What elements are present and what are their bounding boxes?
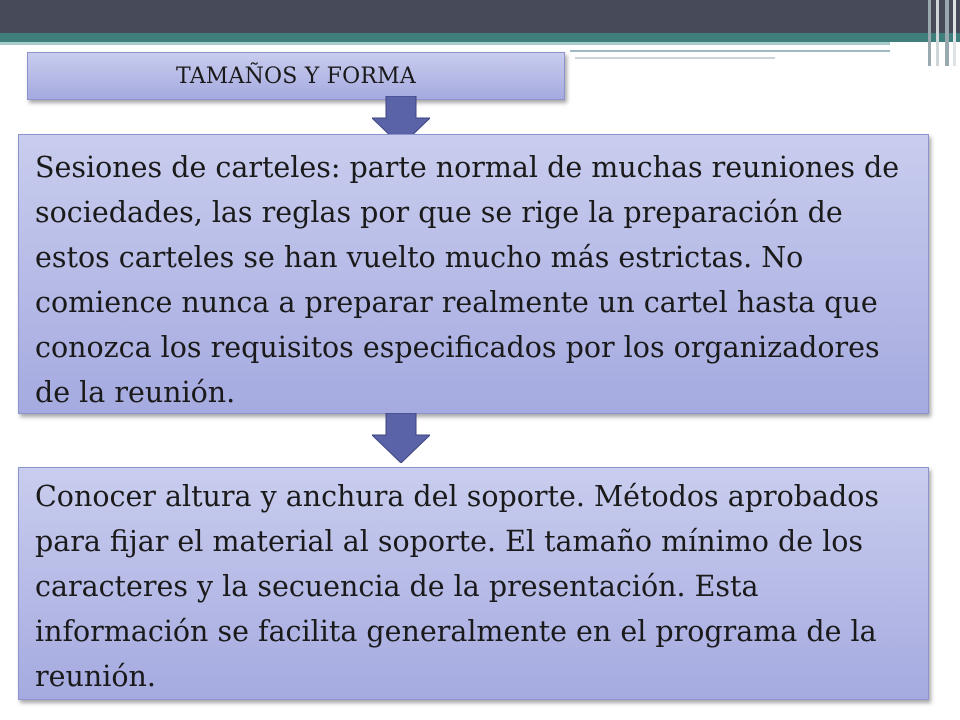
header-accent-line	[0, 42, 890, 45]
main-text: Sesiones de carteles: parte normal de muchas reuniones de sociedades, las reglas por que se rige la preparación de estos carteles se han vuelto mucho más estrictas. No comience nunca a preparar realmente un cartel hasta que conozca los requisitos especificados por los organizadores de la reunión.	[35, 151, 900, 409]
arrow-down-icon	[372, 413, 430, 463]
header-divider-line	[570, 50, 890, 52]
detail-text: Conocer altura y anchura del soporte. Métodos aprobados para fijar el material al soporte. El tamaño mínimo de los caracteres y la secuencia de la presentación. Esta información se facilita generalmente en el programa de la reunión.	[35, 480, 879, 693]
corner-decoration	[928, 0, 931, 66]
corner-decoration	[936, 0, 939, 66]
detail-box	[18, 467, 929, 700]
header-divider-line	[575, 57, 775, 59]
corner-decoration	[945, 0, 949, 66]
title-box	[27, 52, 565, 100]
header-bar	[0, 0, 960, 33]
main-box	[18, 134, 929, 414]
header-accent-bar	[0, 33, 960, 42]
slide-title: TAMAÑOS Y FORMA	[176, 63, 416, 89]
corner-decoration	[953, 0, 956, 66]
